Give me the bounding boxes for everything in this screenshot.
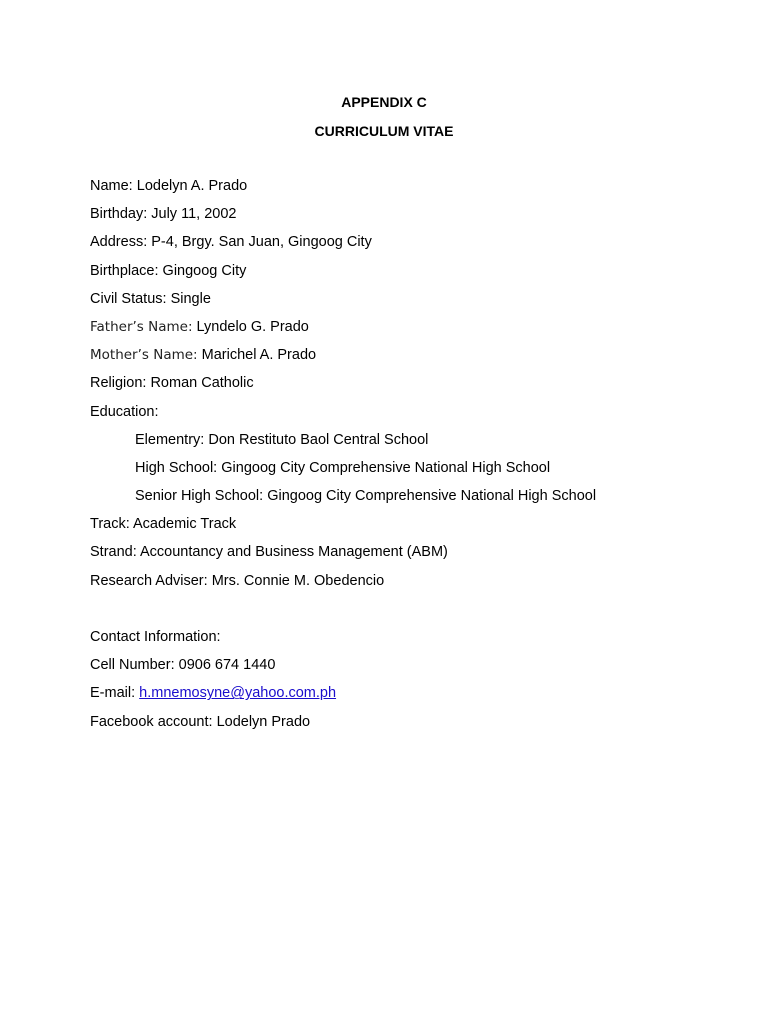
birthday-value: July 11, 2002 <box>151 206 237 223</box>
facebook-line <box>90 713 730 741</box>
facebook-label: Facebook account: <box>90 713 213 730</box>
track-line <box>90 515 730 543</box>
email-line <box>90 684 730 712</box>
high-school-line <box>90 459 730 487</box>
high-school-value: Gingoog City Comprehensive National High School <box>221 459 551 476</box>
name-line <box>90 177 730 205</box>
religion-label: Religion: <box>90 375 147 392</box>
elementary-line <box>90 431 730 459</box>
email-label: E-mail: <box>90 685 136 702</box>
cell-number-value: 0906 674 1440 <box>178 657 276 674</box>
strand-label: Strand: <box>90 544 137 561</box>
birthday-line <box>90 205 730 233</box>
senior-high-line <box>90 487 730 515</box>
name-value: Lodelyn A. Prado <box>136 178 248 194</box>
father-name-label: Father’s Name: <box>90 318 193 335</box>
senior-high-value: Gingoog City Comprehensive National High School <box>267 488 597 505</box>
elementary-value: Don Restituto Baol Central School <box>208 431 429 448</box>
cell-number-line <box>90 656 730 684</box>
cv-details <box>90 177 730 741</box>
birthplace-line <box>90 262 730 290</box>
mother-name-value: Marichel A. Prado <box>201 347 317 364</box>
adviser-line <box>90 572 730 600</box>
civil-status-label: Civil Status: <box>90 290 167 307</box>
father-name-line <box>90 318 730 346</box>
contact-info-line <box>90 628 730 656</box>
elementary-label: Elementry: <box>135 431 205 448</box>
mother-name-line <box>90 346 730 374</box>
track-label: Track: <box>90 516 130 533</box>
strand-value: Accountancy and Business Management (ABM) <box>139 544 448 561</box>
name-label: Name: <box>90 178 133 194</box>
adviser-value: Mrs. Connie M. Obedencio <box>211 572 385 589</box>
appendix-heading: APPENDIX C <box>341 94 427 110</box>
adviser-label: Research Adviser: <box>90 572 208 589</box>
birthplace-value: Gingoog City <box>162 262 247 279</box>
facebook-value: Lodelyn Prado <box>216 713 311 730</box>
address-value: P-4, Brgy. San Juan, Gingoog City <box>151 234 372 251</box>
civil-status-value: Single <box>170 290 211 307</box>
strand-line <box>90 543 730 571</box>
email-link[interactable]: h.mnemosyne@yahoo.com.ph <box>139 685 337 702</box>
address-line <box>90 233 730 261</box>
religion-value: Roman Catholic <box>150 375 254 392</box>
birthplace-label: Birthplace: <box>90 262 159 279</box>
education-line <box>90 403 730 431</box>
address-label: Address: <box>90 234 148 251</box>
cv-title: CURRICULUM VITAE <box>314 123 454 139</box>
father-name-value: Lyndelo G. Prado <box>196 318 309 335</box>
mother-name-label: Mother’s Name: <box>90 347 198 364</box>
birthday-label: Birthday: <box>90 206 148 223</box>
contact-info-label: Contact Information: <box>90 629 221 645</box>
education-label: Education: <box>90 403 159 420</box>
high-school-label: High School: <box>135 459 218 476</box>
civil-status-line <box>90 290 730 318</box>
cell-number-label: Cell Number: <box>90 657 175 674</box>
religion-line <box>90 374 730 402</box>
senior-high-label: Senior High School: <box>135 488 264 505</box>
track-value: Academic Track <box>132 516 237 533</box>
spacer <box>90 600 730 628</box>
